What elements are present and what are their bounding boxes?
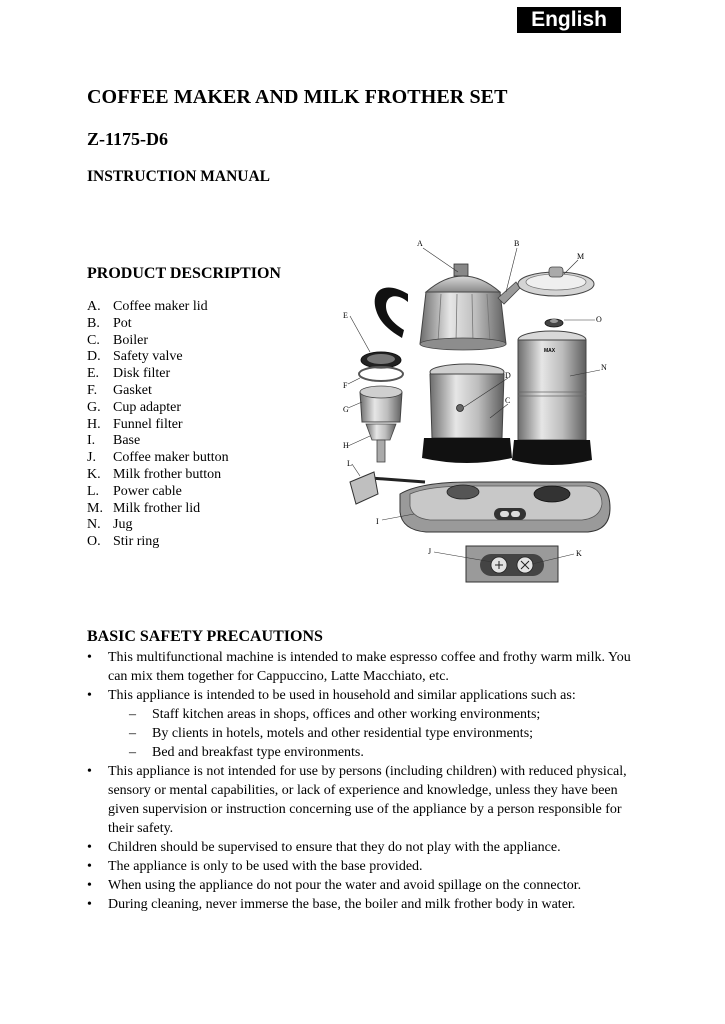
part-letter: E. (87, 366, 100, 382)
list-item (87, 895, 647, 914)
part-letter: L. (87, 483, 100, 499)
safety-sublist (108, 705, 647, 762)
safety-list (87, 648, 647, 914)
safety-heading: BASIC SAFETY PRECAUTIONS (87, 628, 323, 645)
part-letter: O. (87, 534, 101, 550)
list-item (87, 400, 229, 417)
part-name: Jug (113, 517, 133, 533)
bullet-icon: • (87, 859, 92, 874)
bullet-icon: • (87, 897, 92, 912)
product-description-heading: PRODUCT DESCRIPTION (87, 265, 281, 282)
safety-text: The appliance is only to be used with the base provided. (108, 859, 423, 874)
diagram-label-n: N (601, 363, 607, 372)
list-item (87, 417, 229, 434)
diagram-label-i: I (376, 517, 379, 526)
list-item (87, 383, 229, 400)
diagram-label-d: D (505, 371, 511, 380)
list-item (108, 743, 647, 762)
safety-subtext: Bed and breakfast type environments. (152, 745, 364, 760)
language-badge: English (517, 7, 621, 33)
part-letter: F. (87, 382, 98, 398)
bullet-icon: • (87, 688, 92, 703)
part-letter: C. (87, 332, 100, 348)
part-name: Safety valve (113, 349, 183, 365)
list-item (87, 762, 647, 838)
list-item (87, 433, 229, 450)
safety-subtext: By clients in hotels, motels and other residential type environments; (152, 726, 534, 741)
part-name: Cup adapter (113, 399, 182, 415)
diagram-label-b: B (514, 239, 520, 248)
safety-text: When using the appliance do not pour the water and avoid spillage on the connector. (108, 878, 582, 893)
part-name: Base (113, 433, 141, 449)
diagram-label-k: K (576, 549, 582, 558)
part-letter: H. (87, 416, 101, 432)
part-letter: D. (87, 349, 101, 365)
list-item (87, 366, 229, 383)
document-title: COFFEE MAKER AND MILK FROTHER SET (87, 86, 508, 108)
product-exploded-diagram (330, 232, 630, 594)
diagram-label-g: G (343, 405, 349, 414)
part-letter: K. (87, 466, 101, 482)
dash-icon: – (129, 707, 136, 722)
part-name: Boiler (113, 332, 148, 348)
dash-icon: – (129, 745, 136, 760)
boiler-illustration (422, 364, 512, 463)
bullet-icon: • (87, 878, 92, 893)
part-letter: M. (87, 500, 103, 516)
part-name: Stir ring (113, 534, 160, 550)
list-item (87, 349, 229, 366)
diagram-label-a: A (417, 239, 423, 248)
list-item (87, 648, 647, 686)
list-item (87, 838, 647, 857)
diagram-label-c: C (505, 396, 511, 405)
part-name: Coffee maker button (113, 450, 229, 466)
part-name: Pot (113, 315, 132, 331)
model-number: Z-1175-D6 (87, 129, 168, 149)
list-item (108, 724, 647, 743)
diagram-label-j: J (428, 547, 432, 556)
diagram-label-m: M (577, 252, 585, 261)
list-item (87, 686, 647, 762)
document-subtitle: INSTRUCTION MANUAL (87, 168, 271, 185)
part-letter: J. (87, 450, 96, 466)
diagram-label-e: E (343, 311, 348, 320)
bullet-icon: • (87, 650, 92, 665)
safety-subtext: Staff kitchen areas in shops, offices and other working environments; (152, 707, 541, 722)
part-name: Coffee maker lid (113, 299, 208, 314)
coffee-pot-illustration (375, 264, 520, 350)
safety-text: This appliance is intended to be used in household and similar applications such as: (108, 688, 576, 703)
part-letter: I. (87, 433, 96, 449)
list-item (87, 857, 647, 876)
part-letter: B. (87, 315, 100, 331)
diagram-label-o: O (596, 315, 602, 324)
parts-list (87, 299, 229, 551)
frother-lid-illustration (518, 267, 594, 327)
list-item (108, 705, 647, 724)
part-name: Disk filter (113, 366, 171, 382)
diagram-label-h: H (343, 441, 349, 450)
part-name: Milk frother lid (113, 500, 201, 516)
part-name: Milk frother button (113, 466, 222, 482)
safety-text: This appliance is not intended for use by persons (including children) with reduced physical, sensory or mental capabilities, or lack of experience and knowledge, unless they have been given supervision or instruction concerning use of the appliance by a person responsible for their safety. (108, 764, 627, 836)
base-illustration (350, 472, 610, 532)
list-item (87, 534, 229, 551)
diagram-label-l: L (347, 459, 352, 468)
list-item (87, 501, 229, 518)
safety-text: This multifunctional machine is intended to make espresso coffee and frothy warm milk. You can mix them together for Cappuccino, Latte Macchiato, etc. (108, 650, 631, 684)
safety-text: Children should be supervised to ensure that they do not play with the appliance. (108, 840, 561, 855)
part-name: Funnel filter (113, 416, 183, 432)
bullet-icon: • (87, 840, 92, 855)
part-letter: A. (87, 299, 101, 314)
jug-max-mark: MAX (544, 348, 556, 354)
list-item (87, 316, 229, 333)
part-letter: N. (87, 517, 101, 533)
list-item (87, 467, 229, 484)
list-item (87, 517, 229, 534)
safety-text: During cleaning, never immerse the base, the boiler and milk frother body in water. (108, 897, 576, 912)
list-item (87, 484, 229, 501)
list-item (87, 450, 229, 467)
list-item (87, 299, 229, 316)
filter-parts-illustration (359, 352, 403, 462)
list-item (87, 876, 647, 895)
list-item (87, 333, 229, 350)
dash-icon: – (129, 726, 136, 741)
part-letter: G. (87, 399, 101, 415)
diagram-label-f: F (343, 381, 348, 390)
part-name: Power cable (113, 483, 182, 499)
part-name: Gasket (113, 382, 152, 398)
control-panel-illustration (466, 546, 558, 582)
bullet-icon: • (87, 764, 92, 779)
